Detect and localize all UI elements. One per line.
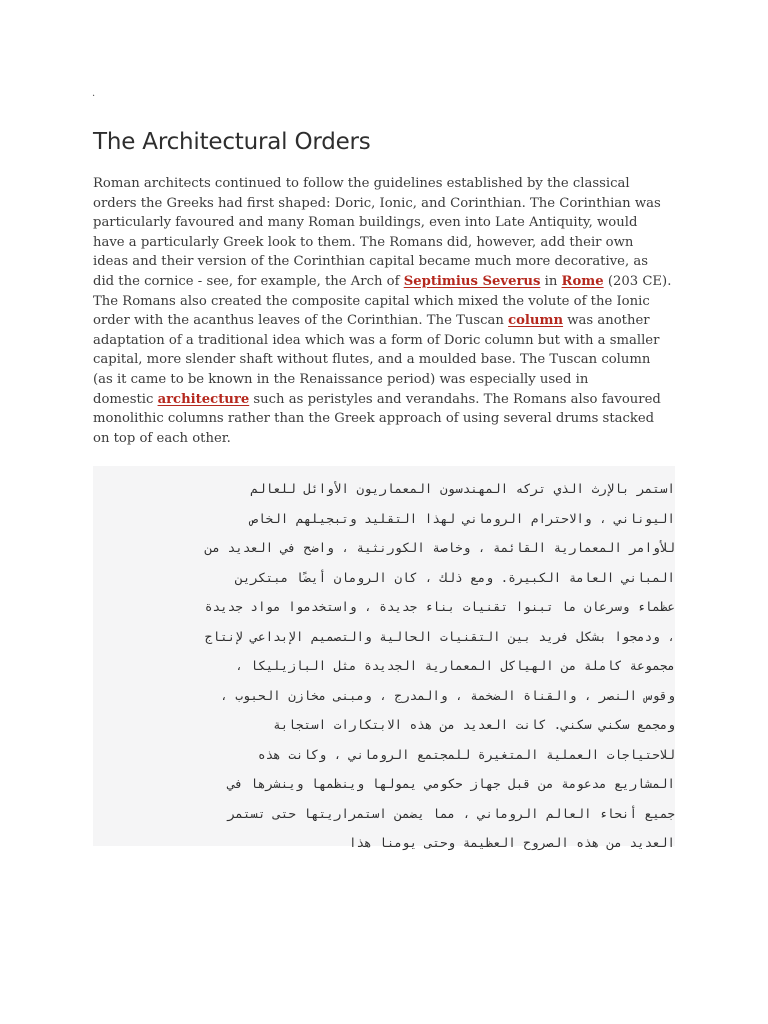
text-segment: (203 CE). (603, 273, 672, 289)
paragraph-line: capital, more slender shaft without flutes, and a moulded base. The Tuscan column (93, 352, 651, 368)
text-segment: domestic (93, 391, 158, 407)
text-segment: did the cornice - see, for example, the Arch of (93, 273, 404, 289)
arabic-line: ، ودمجوا بشكل فريد بين التقنيات الحالية والتصميم الإبداعي لإنتاج (204, 628, 675, 644)
arabic-translation-block (93, 466, 675, 850)
arabic-line: عظماء وسرعان ما تبنوا تقنيات بناء جديدة ، واستخدموا مواد جديدة (204, 599, 675, 614)
text-segment: in (540, 273, 562, 289)
paragraph-line: orders the Greeks had first shaped: Doric, Ionic, and Corinthian. The Corinthian was (93, 195, 661, 211)
paragraph-line: The Romans also created the composite capital which mixed the volute of the Ionic (93, 293, 650, 309)
arabic-line: اليوناني ، والاحترام الروماني لهذا التقليد وتبجيلهم الخاص (250, 510, 675, 526)
architecture-link[interactable]: architecture (157, 391, 250, 407)
arabic-line: المباني العامة الكبيرة. ومع ذلك ، كان الرومان أيضًا مبتكرين (235, 569, 675, 585)
arabic-line: المشاريع مدعومة من قبل جهاز حكومي يمولها وينظمها وينشرها في (227, 776, 675, 791)
text-segment: order with the acanthus leaves of the Corinthian. The Tuscan (93, 313, 509, 329)
paragraph-line: on top of each other. (93, 430, 231, 446)
column-link[interactable]: column (508, 313, 564, 329)
arabic-line: مجموعة كاملة من الهياكل المعمارية الجديدة مثل البازيليكا ، (235, 658, 675, 673)
paragraph-line (93, 390, 693, 410)
paragraph-line: particularly favoured and many Roman buildings, even into Late Antiquity, would (93, 215, 638, 231)
paragraph-line: have a particularly Greek look to them. The Romans did, however, add their own (93, 234, 634, 250)
page-title: The Architectural Orders (93, 129, 371, 155)
paragraph-line: monolithic columns rather than the Greek approach of using several drums stacked (93, 411, 655, 427)
text-segment: such as peristyles and verandahs. The Romans also favoured (249, 391, 661, 407)
paragraph-line (93, 272, 693, 292)
text-segment: was another (563, 313, 650, 329)
article-paragraph (93, 174, 693, 448)
paragraph-line: Roman architects continued to follow the guidelines established by the classical (93, 176, 630, 191)
arabic-line: للأوامر المعمارية القائمة ، وخاصة الكورنثية ، واضح في العديد من (204, 540, 675, 555)
paragraph-line: ideas and their version of the Corinthian capital became much more decorative, as (93, 254, 648, 270)
septimius-severus-link[interactable]: Septimius Severus (403, 273, 541, 289)
arabic-line: جميع أنحاء العالم الروماني ، مما يضمن استمراريتها حتى تستمر (227, 805, 675, 821)
arabic-line: وقوس النصر ، والقناة الضخمة ، والمدرج ، ومبنى مخازن الحبوب ، (220, 687, 675, 703)
arabic-line: استمر بالإرث الذي تركه المهندسون المعماريون الأوائل للعالم (250, 481, 675, 496)
page-marker: · (92, 91, 96, 102)
arabic-line: العديد من هذه الصروح العظيمة وحتى يومنا هذا (348, 835, 675, 850)
rome-link[interactable]: Rome (561, 273, 604, 289)
arabic-line: ومجمع سكني سكني. كانت العديد من هذه الابتكارات استجابة (273, 717, 675, 732)
paragraph-line: adaptation of a traditional idea which was a form of Doric column but with a smaller (93, 332, 660, 348)
paragraph-line (93, 311, 693, 331)
paragraph-line: (as it came to be known in the Renaissance period) was especially used in (93, 371, 589, 387)
arabic-line: للاحتياجات العملية المتغيرة للمجتمع الروماني ، وكانت هذه (257, 746, 675, 762)
